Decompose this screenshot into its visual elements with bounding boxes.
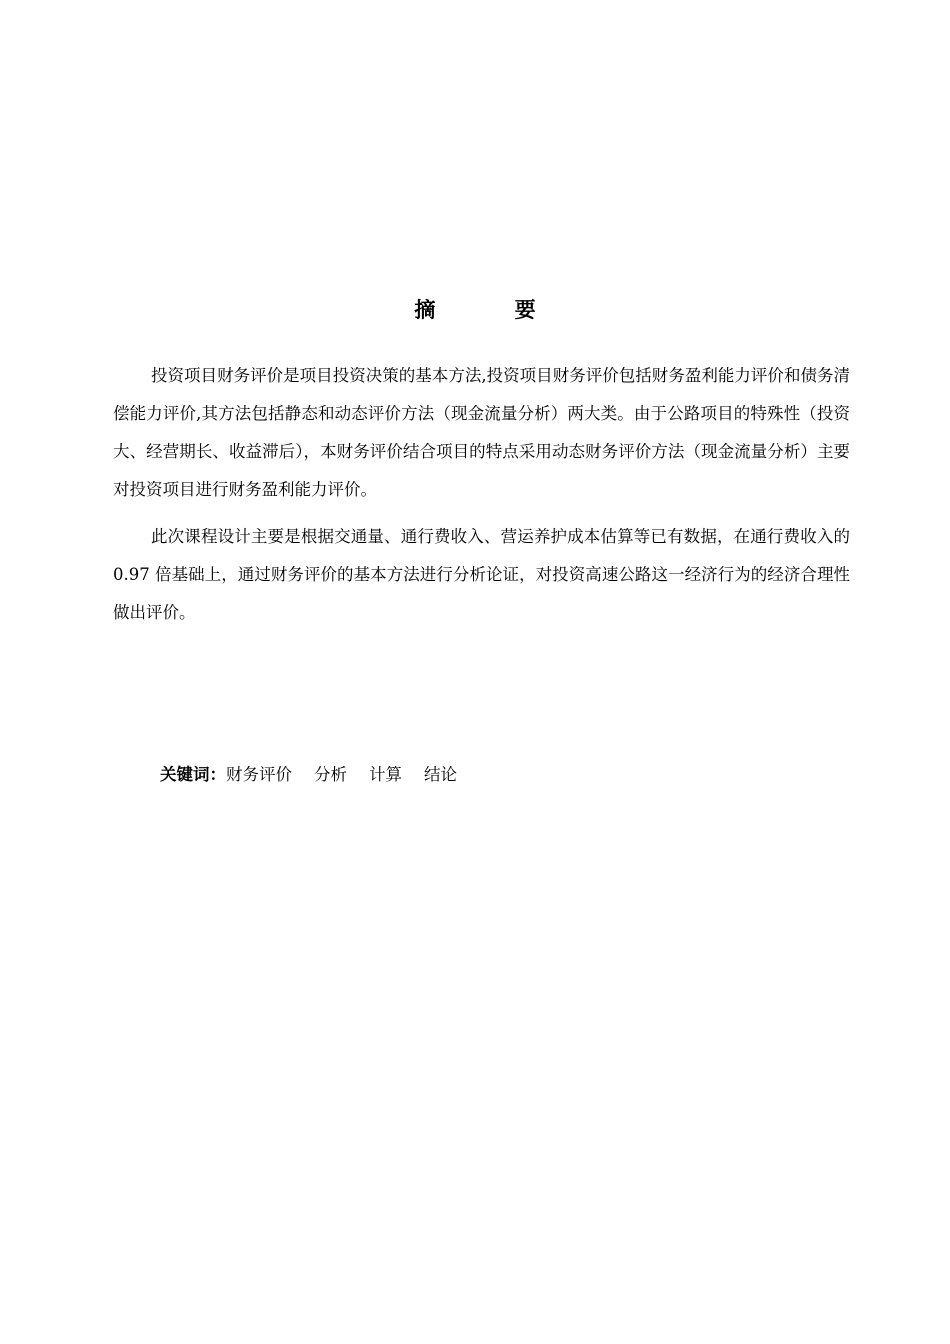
abstract-body bbox=[113, 357, 850, 641]
keyword-item: 计算 bbox=[369, 765, 402, 784]
abstract-title: 摘 要 bbox=[414, 298, 572, 322]
keyword-item: 分析 bbox=[314, 765, 347, 784]
abstract-paragraph-2: 此次课程设计主要是根据交通量、通行费收入、营运养护成本估算等已有数据，在通行费收入的 0.97 倍基础上，通过财务评价的基本方法进行分析论证，对投资高速公路这一经济行为的经济合理性做出评价。 bbox=[113, 527, 850, 622]
keyword-item: 结论 bbox=[424, 765, 457, 784]
keywords-label: 关键词： bbox=[160, 765, 226, 784]
abstract-paragraph-1: 投资项目财务评价是项目投资决策的基本方法,投资项目财务评价包括财务盈利能力评价和债务清偿能力评价,其方法包括静态和动态评价方法（现金流量分析）两大类。由于公路项目的特殊性（投资大、经营期长、收益滞后），本财务评价结合项目的特点采用动态财务评价方法（现金流量分析）主要对投资项目进行财务盈利能力评价。 bbox=[113, 366, 850, 499]
keyword-item: 财务评价 bbox=[226, 765, 292, 784]
keywords-line bbox=[160, 760, 479, 790]
